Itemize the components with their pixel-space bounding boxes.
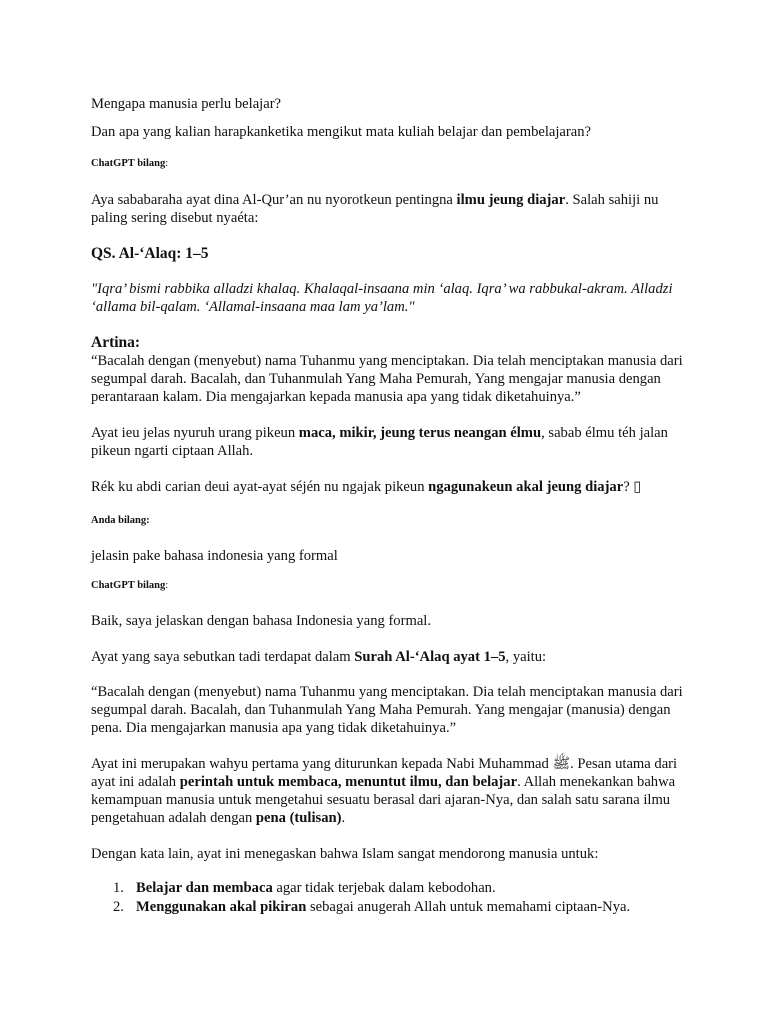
response2-paragraph-1: Baik, saya jelaskan dengan bahasa Indonesia yang formal.: [91, 613, 431, 629]
response2-quote: “Bacalah dengan (menyebut) nama Tuhanmu yang menciptakan. Dia telah menciptakan manusia dari segumpal darah. Bacalah, dan Tuhanmulah Yang Maha Pemurah. Yang mengajar (manusia) dengan pena. Dia mengajarkan manusia apa yang tidak diketahuinya.”: [91, 684, 683, 736]
verse-heading: QS. Al-‘Alaq: 1–5: [91, 245, 209, 262]
speaker-label-user: Anda bilang:: [91, 515, 150, 526]
translation-label: Artina:: [91, 334, 141, 351]
response-paragraph-2: Ayat ieu jelas nyuruh urang pikeun maca, mikir, jeung terus neangan élmu, sabab élmu téh jalan pikeun ngarti ciptaan Allah.: [91, 425, 668, 459]
question-line-2: Dan apa yang kalian harapkanketika mengikut mata kuliah belajar dan pembelajaran?: [91, 124, 592, 140]
response2-paragraph-5: Dengan kata lain, ayat ini menegaskan bahwa Islam sangat mendorong manusia untuk:: [91, 846, 599, 862]
response2-paragraph-4: Ayat ini merupakan wahyu pertama yang diturunkan kepada Nabi Muhammad ﷺ. Pesan utama dari ayat ini adalah perintah untuk membaca, menuntut ilmu, dan belajar. Allah menekankan bahwa kemampuan manusia untuk mengetahui sesuatu berasal dari ajaran-Nya, dan salah satu sarana ilmu pengetahuan adalah dengan pena (tulisan).: [91, 756, 678, 826]
user-message: jelasin pake bahasa indonesia yang formal: [91, 548, 338, 564]
numbered-list: [91, 879, 691, 917]
verse-transliteration: "Iqra’ bismi rabbika alladzi khalaq. Khalaqal-insaana min ‘alaq. Iqra’ wa rabbukal-akram. Alladzi ‘allama bil-qalam. ‘Allamal-insaana maa lam ya’lam.": [91, 281, 673, 315]
translation-text: “Bacalah dengan (menyebut) nama Tuhanmu yang menciptakan. Dia telah menciptakan manusia dari segumpal darah. Bacalah, dan Tuhanmulah Yang Maha Pemurah, Yang mengajar manusia dengan perantaraan kalam. Dia mengajarkan kepada manusia apa yang tidak diketahuinya.”: [91, 353, 683, 405]
response-paragraph-3: Rék ku abdi carian deui ayat-ayat séjén nu ngajak pikeun ngagunakeun akal jeung diajar? ▯: [91, 479, 642, 495]
speaker-label-chatgpt: ChatGPT bilang:: [91, 158, 169, 169]
question-line-1: Mengapa manusia perlu belajar?: [91, 96, 282, 112]
response-intro: Aya sababaraha ayat dina Al-Qur’an nu nyorotkeun pentingna ilmu jeung diajar. Salah sahiji nu paling sering disebut nyaéta:: [91, 192, 659, 226]
list-item: 1. Belajar dan membaca agar tidak terjebak dalam kebodohan.: [113, 880, 496, 896]
speaker-label-chatgpt-2: ChatGPT bilang:: [91, 580, 169, 591]
response2-paragraph-2: Ayat yang saya sebutkan tadi terdapat dalam Surah Al-‘Alaq ayat 1–5, yaitu:: [91, 649, 547, 665]
list-item: 2. Menggunakan akal pikiran sebagai anugerah Allah untuk memahami ciptaan-Nya.: [113, 899, 631, 915]
